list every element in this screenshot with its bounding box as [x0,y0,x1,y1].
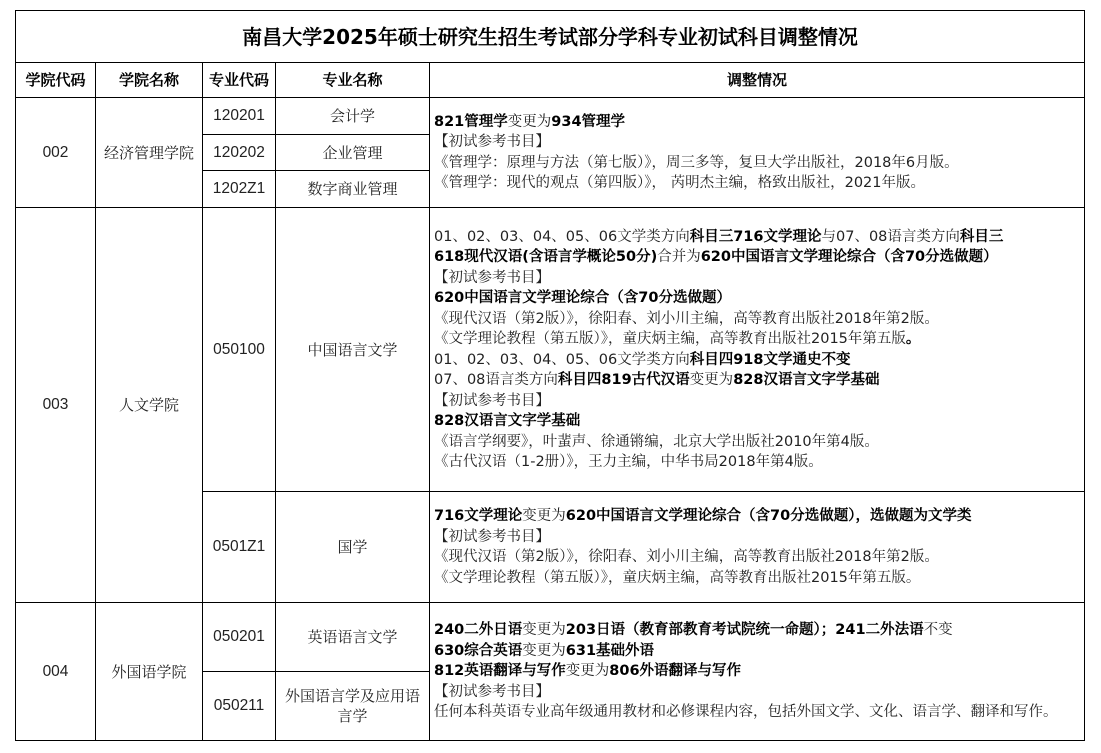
college-code-cell: 002 [16,98,96,208]
adjustment-text: 【初试参考书目】 [434,683,550,700]
adjustment-text: 806外语翻译与写作 [609,663,742,680]
adjustment-line [434,112,1080,133]
adjustment-line [434,568,1080,589]
adjustment-text: 240二外日语 [434,622,523,639]
adjustment-text: 变更为 [689,372,734,388]
adjustment-text: 科目三716文学理论 [689,228,822,245]
adjustment-line [434,153,1080,174]
adjustment-text: 《现代汉语（第2版）》，徐阳春、刘小川主编，高等教育出版社2018年第2版。 [434,310,939,327]
adjustment-text: 《古代汉语（1-2册）》，王力主编，中华书局2018年第4版。 [434,454,823,470]
adjustment-text: 合并为 [657,249,701,265]
adjustment-line [434,661,1080,682]
adjustment-text: 《文学理论教程（第五版）》，童庆炳主编，高等教育出版社2015年第五版 [434,331,906,347]
adjustment-text: 《文学理论教程（第五版）》，童庆炳主编，高等教育出版社2015年第五版。 [434,569,921,586]
adjustment-text: 01、02、03、04、05、06文学类方向 [434,351,690,368]
adjustment-cell [430,603,1085,741]
adjustment-line [434,641,1080,662]
adjustment-text: 。 [905,331,921,347]
adjustment-cell [430,492,1085,603]
adjustment-text: 821管理学 [434,113,508,130]
adjustment-text: 934管理学 [551,113,626,130]
adjustment-text: 变更为 [507,113,552,130]
adjustment-text: 《现代汉语（第2版）》，徐阳春、刘小川主编，高等教育出版社2018年第2版。 [434,549,939,565]
header-adjustment: 调整情况 [430,63,1085,98]
adjustment-text: 620中国语言文学理论综合（含70分选做题），选做题为文学类 [565,508,972,524]
college-name-cell: 人文学院 [96,208,203,603]
adjustment-line [434,132,1080,153]
adjustment-line [434,432,1080,453]
adjustment-table [15,10,1085,741]
major-name-cell: 会计学 [276,98,430,135]
adjustment-text: 《管理学：原理与方法（第七版）》，周三多等，复旦大学出版社，2018年6月版。 [434,154,959,171]
adjustment-text: 变更为 [522,642,566,659]
major-code-cell: 1202Z1 [203,171,276,208]
adjustment-text: 812英语翻译与写作 [434,663,566,680]
table-title: 南昌大学2025年硕士研究生招生考试部分学科专业初试科目调整情况 [16,11,1085,63]
adjustment-text: 科目三 [959,228,1004,245]
adjustment-text: 【初试参考书目】 [434,392,550,409]
major-code-cell: 0501Z1 [203,492,276,603]
college-name-cell: 经济管理学院 [96,98,203,208]
adjustment-line [434,682,1080,703]
major-code-cell: 120202 [203,135,276,171]
adjustment-line [434,370,1080,391]
college-code-cell: 003 [16,208,96,603]
adjustment-text: 任何本科英语专业高年级通用教材和必修课程内容，包括外国文学、文化、语言学、翻译和写作。 [434,704,1058,721]
adjustment-line [434,506,1080,527]
adjustment-line [434,620,1080,641]
adjustment-text: 631基础外语 [565,642,655,659]
adjustment-line [434,452,1080,473]
adjustment-text: 变更为 [522,508,566,524]
adjustment-text: 618现代汉语(含语言学概论50分) [434,249,658,265]
major-name-cell: 英语语言文学 [276,603,430,672]
major-code-cell: 050211 [203,672,276,741]
adjustment-line [434,247,1080,268]
major-code-cell: 050201 [203,603,276,672]
adjustment-text: 828汉语言文字学基础 [733,372,880,388]
adjustment-cell [430,208,1085,492]
adjustment-text: 变更为 [565,663,610,680]
adjustment-text: 《语言学纲要》，叶蜚声、徐通锵编，北京大学出版社2010年第4版。 [434,433,879,450]
adjustment-text: 620中国语言文学理论综合（含70分选做题） [434,290,731,306]
adjustment-text: 《管理学：现代的观点（第四版）》， 芮明杰主编，格致出版社，2021年版。 [434,175,926,191]
major-name-cell: 企业管理 [276,135,430,171]
college-name-cell: 外国语学院 [96,603,203,741]
major-code-cell: 120201 [203,98,276,135]
adjustment-line [434,268,1080,289]
adjustment-line [434,547,1080,568]
adjustment-line [434,227,1080,248]
header-college-code: 学院代码 [16,63,96,98]
major-name-cell: 中国语言文学 [276,208,430,492]
header-major-code: 专业代码 [203,63,276,98]
adjustment-line [434,309,1080,330]
adjustment-text: 01、02、03、04、05、06文学类方向 [434,228,690,245]
adjustment-text: 203日语（教育部教育考试院统一命题）；241二外法语 [565,622,924,639]
major-name-cell: 国学 [276,492,430,603]
adjustment-text: 变更为 [522,622,566,639]
major-name-cell: 数字商业管理 [276,171,430,208]
adjustment-text: 不变 [923,622,953,639]
college-code-cell: 004 [16,603,96,741]
adjustment-line [434,350,1080,371]
adjustment-text: 【初试参考书目】 [434,134,550,150]
adjustment-text: 630综合英语 [434,642,523,659]
adjustment-text: 科目四918文学通史不变 [689,351,851,368]
adjustment-text: 828汉语言文字学基础 [434,413,581,429]
adjustment-text: 与07、08语言类方向 [821,228,960,245]
major-code-cell: 050100 [203,208,276,492]
adjustment-line [434,288,1080,309]
header-major-name: 专业名称 [276,63,430,98]
adjustment-cell [430,98,1085,208]
adjustment-text: 716文学理论 [434,508,523,524]
adjustment-table-sheet [15,10,1084,744]
adjustment-line [434,391,1080,412]
adjustment-text: 620中国语言文学理论综合（含70分选做题） [700,249,998,265]
adjustment-text: 科目四819古代汉语 [557,372,690,388]
adjustment-text: 07、08语言类方向 [434,372,558,388]
adjustment-line [434,329,1080,350]
adjustment-text: 【初试参考书目】 [434,528,550,545]
adjustment-line [434,173,1080,194]
header-college-name: 学院名称 [96,63,203,98]
adjustment-line [434,527,1080,548]
adjustment-line [434,411,1080,432]
adjustment-text: 【初试参考书目】 [434,269,550,286]
adjustment-line [434,702,1080,723]
major-name-cell: 外国语言学及应用语言学 [276,672,430,741]
